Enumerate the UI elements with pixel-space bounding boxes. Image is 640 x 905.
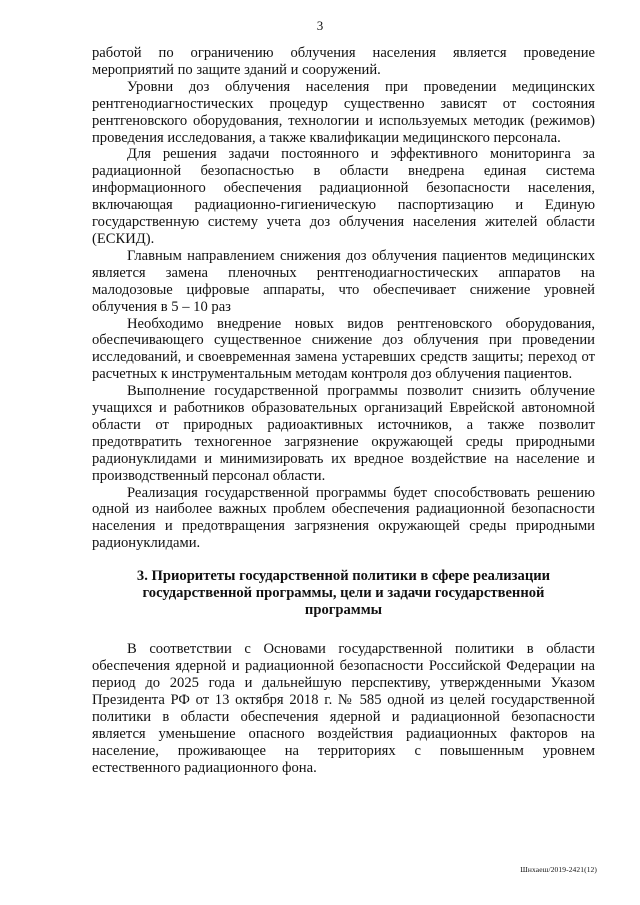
paragraph-xray-dose-levels: Уровни доз облучения населения при проведении медицинских рентгенодиагностических процедур существенно зависят от состояния рентгеновского оборудования, технологии и используемых методик (режимов) проведения исследования, а также квалификации медицинского персонала. bbox=[92, 78, 595, 146]
paragraph-program-outcomes: Выполнение государственной программы позволит снизить облучение учащихся и работников образовательных организаций Еврейской автономной области от природных радиоактивных источников, а также позволит предотвратить техногенное загрязнение окружающей среды природными радионуклидами и минимизировать их вредное воздействие на население и производственный персонал области. bbox=[92, 383, 595, 484]
page-number: 3 bbox=[316, 18, 324, 33]
paragraph-digital-equipment: Главным направлением снижения доз облучения пациентов медицинских является замена пленочных рентгенодиагностических аппаратов на малодозовые цифровые аппараты, что обеспечивает снижение уровней облучения в 5 – 10 раз bbox=[92, 247, 595, 315]
paragraph-program-implementation: Реализация государственной программы будет способствовать решению одной из наиболее важных проблем обеспечения радиационной безопасности населения и предотвращения загрязнения окружающей среды природными радионуклидами. bbox=[92, 484, 595, 552]
paragraph-new-equipment: Необходимо внедрение новых видов рентгеновского оборудования, обеспечивающего существенное снижение доз облучения при проведении исследований, и своевременная замена устаревших средств защиты; переход от расчетных к инструментальным методам контроля доз облучения пациентов. bbox=[92, 315, 595, 383]
paragraph-state-policy: В соответствии с Основами государственной политики в области обеспечения ядерной и радиационной безопасности Российской Федерации на период до 2025 года и дальнейшую перспективу, утвержденными Указом Президента РФ от 13 октября 2018 г. № 585 одной из целей государственной политики в области обеспечения ядерной и радиационной безопасности является уменьшение опасного воздействия радиационных факторов на население, проживающее на территориях с повышенным уровнем естественного радиационного фона. bbox=[92, 641, 595, 776]
paragraph-continuation: работой по ограничению облучения населения является проведение мероприятий по защите зданий и сооружений. bbox=[92, 45, 595, 78]
paragraph-monitoring-system: Для решения задачи постоянного и эффективного мониторинга за радиационной безопасностью в области внедрена единая система информационного обеспечения радиационной безопасности населения, включающая радиационно-гигиеническую паспортизацию и Единую государственную систему учета доз облучения населения жителей области (ЕСКИД). bbox=[92, 146, 595, 247]
document-footer-code: Шнхаеш/2019-2421(12) bbox=[520, 865, 597, 874]
section-heading: 3. Приоритеты государственной политики в сфере реализации государственной программы, цели и задачи государственной программы bbox=[136, 568, 551, 619]
document-body bbox=[92, 45, 595, 776]
